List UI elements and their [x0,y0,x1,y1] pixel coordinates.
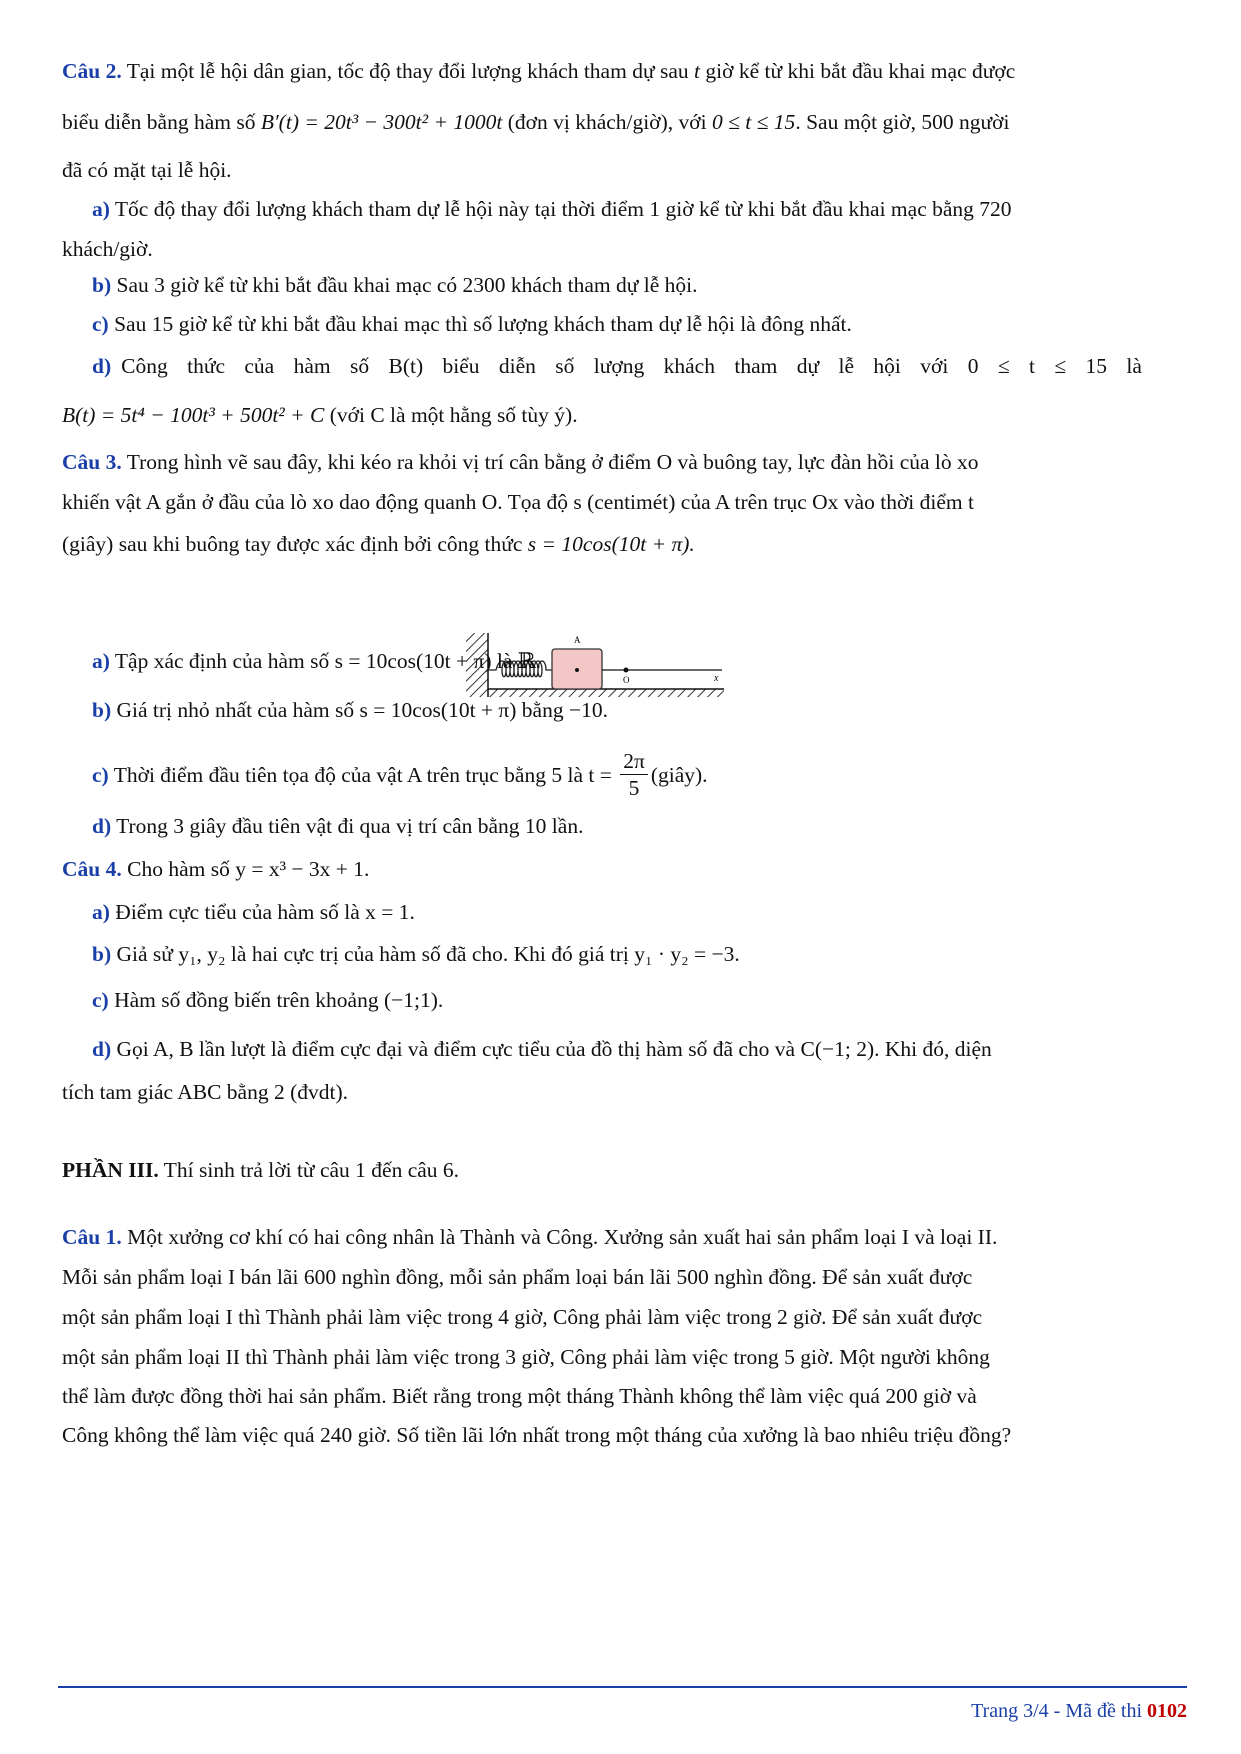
q3-option-b [62,699,608,721]
q2-a-label: a) [92,197,110,221]
q4-label: Câu 4. [62,857,122,881]
q4-option-c [62,989,443,1011]
q3-c-text-2: (giây). [650,762,708,787]
q2-option-b [62,274,698,296]
q2-stem-1: Tại một lễ hội dân gian, tốc độ thay đổi lượng khách tham dự sau [121,59,695,83]
footer-page-text: Trang 3/4 - Mã đề thi [971,1700,1147,1722]
q3-c-label: c) [92,762,109,787]
q3-b-text: Giá trị nhỏ nhất của hàm số s = 10cos(10t + π) bằng −10. [111,698,608,722]
q4-a-text: Điểm cực tiểu của hàm số là x = 1. [109,900,415,924]
q4-d-label: d) [92,1037,112,1061]
q3-d-label: d) [92,814,112,838]
q2-c-text: Sau 15 giờ kể từ khi bắt đầu khai mạc thì số lượng khách tham dự lễ hội là đông nhất. [108,312,852,336]
q3-stem-line-2: khiến vật A gắn ở đầu của lò xo dao động quanh O. Tọa độ s (centimét) của A trên trục Ox vào thời điểm t [62,490,974,514]
q2-option-c [62,313,852,335]
part3-text: Thí sinh trả lời từ câu 1 đến câu 6. [158,1158,460,1182]
q2-option-a-cont: khách/giờ. [62,237,153,261]
part3-heading: PHẦN III. [62,1158,159,1182]
q3-stem-line-3 [62,533,695,555]
q2-option-d [62,355,1142,377]
q2-stem-4: (đơn vị khách/giờ), với [502,110,712,134]
q3-stem-3: (giây) sau khi buông tay được xác định bởi công thức [62,532,528,556]
q2-c-label: c) [92,312,109,336]
q3-formula: s = 10cos(10t + π). [527,532,695,556]
q2-var-t: t [694,59,700,83]
q3-b-label: b) [92,698,112,722]
q4-option-a [62,901,415,923]
p3q1-line-6: Công không thể làm việc quá 240 giờ. Số tiền lãi lớn nhất trong một tháng của xưởng là bao nhiêu triệu đồng? [62,1423,1012,1447]
q2-b-label: b) [92,273,112,297]
q2-label: Câu 2. [62,59,122,83]
q3-option-c [62,748,708,801]
q3-c-denominator: 5 [628,776,640,800]
label-o: O [623,675,630,685]
q2-stem-line-3: đã có mặt tại lễ hội. [62,158,232,182]
q4-option-d-cont: tích tam giác ABC bằng 2 (đvdt). [62,1080,349,1104]
block-center-dot [575,668,579,672]
q2-option-d-cont [62,404,578,426]
q2-d-text-2: (với C là một hằng số tùy ý). [324,403,578,427]
q4-stem-text: Cho hàm số y = x³ − 3x + 1. [121,857,370,881]
q4-option-d [62,1038,992,1060]
q2-b-text: Sau 3 giờ kể từ khi bắt đầu khai mạc có 2300 khách tham dự lễ hội. [111,273,698,297]
q3-option-a [62,650,541,672]
q4-b-text: Giả sử y₁, y₂ là hai cực trị của hàm số đã cho. Khi đó giá trị y₁ · y₂ = −3. [111,942,740,966]
label-x: x [714,673,719,684]
exam-code: 0102 [1147,1700,1187,1722]
footer-rule [58,1686,1187,1688]
q2-option-a [62,198,1012,220]
q2-stem-line-1 [62,60,1015,82]
p3q1-line-5: thể làm được đồng thời hai sản phẩm. Biết rằng trong một tháng Thành không thể làm việc quá 200 giờ và [62,1384,977,1408]
q2-stem-2: giờ kể từ khi bắt đầu khai mạc được [700,59,1016,83]
p3q1-line-1 [62,1226,997,1248]
q3-a-text: Tập xác định của hàm số s = 10cos(10t + π) là ℝ. [109,649,542,673]
q2-stem-3: biểu diễn bằng hàm số [62,110,261,134]
q3-stem-line-1 [62,451,979,473]
q2-stem-line-2 [62,111,1009,133]
q4-d-text: Gọi A, B lần lượt là điểm cực đại và điểm cực tiểu của đồ thị hàm số đã cho và C(−1; 2). Khi đó, diện [116,1037,992,1061]
q2-a-text: Tốc độ thay đổi lượng khách tham dự lễ hội này tại thời điểm 1 giờ kể từ khi bắt đầu khai mạc bằng 720 [109,197,1012,221]
q2-d-label: d) [92,354,112,378]
q4-stem [62,858,369,880]
q3-stem-1: Trong hình vẽ sau đây, khi kéo ra khỏi vị trí cân bằng ở điểm O và buông tay, lực đàn hồi của lò xo [121,450,979,474]
q3-d-text: Trong 3 giây đầu tiên vật đi qua vị trí cân bằng 10 lần. [111,814,584,838]
origin-dot [624,668,629,673]
q2-formula: B′(t) = 20t³ − 300t² + 1000t [260,110,503,134]
q4-a-label: a) [92,900,110,924]
p3q1-line-2: Mỗi sản phẩm loại I bán lãi 600 nghìn đồng, mỗi sản phẩm loại bán lãi 500 nghìn đồng. Để sản xuất được [62,1265,973,1289]
q3-option-d [62,815,583,837]
p3q1-line-4: một sản phẩm loại II thì Thành phải làm việc trong 3 giờ, Công phải làm việc trong 5 giờ. Một người không [62,1345,990,1369]
q4-option-b [62,943,740,965]
p3q1-label: Câu 1. [62,1225,122,1249]
q2-d-formula: B(t) = 5t⁴ − 100t³ + 500t² + C [62,403,325,427]
q3-c-text: Thời điểm đầu tiên tọa độ của vật A trên trục bằng 5 là t = [108,762,618,787]
q3-c-fraction [620,748,648,801]
q4-b-label: b) [92,942,112,966]
label-a: A [574,635,581,645]
p3q1-line-3: một sản phẩm loại I thì Thành phải làm việc trong 4 giờ, Công phải làm việc trong 2 giờ. Để sản xuất được [62,1305,983,1329]
q2-domain: 0 ≤ t ≤ 15 [711,110,796,134]
q3-c-numerator: 2π [620,748,648,775]
q2-stem-5: . Sau một giờ, 500 người [795,110,1010,134]
q3-label: Câu 3. [62,450,122,474]
page-footer [971,1700,1187,1723]
q2-d-text: Công thức của hàm số B(t) biểu diễn số lượng khách tham dự lễ hội với 0 ≤ t ≤ 15 là [121,354,1142,378]
p3q1-text-1: Một xưởng cơ khí có hai công nhân là Thành và Công. Xưởng sản xuất hai sản phẩm loại I và loại II. [121,1225,998,1249]
q3-a-label: a) [92,649,110,673]
q4-c-text: Hàm số đồng biến trên khoảng (−1;1). [108,988,444,1012]
part3-heading-line [62,1159,459,1181]
q4-c-label: c) [92,988,109,1012]
floor-hatch [488,689,724,697]
